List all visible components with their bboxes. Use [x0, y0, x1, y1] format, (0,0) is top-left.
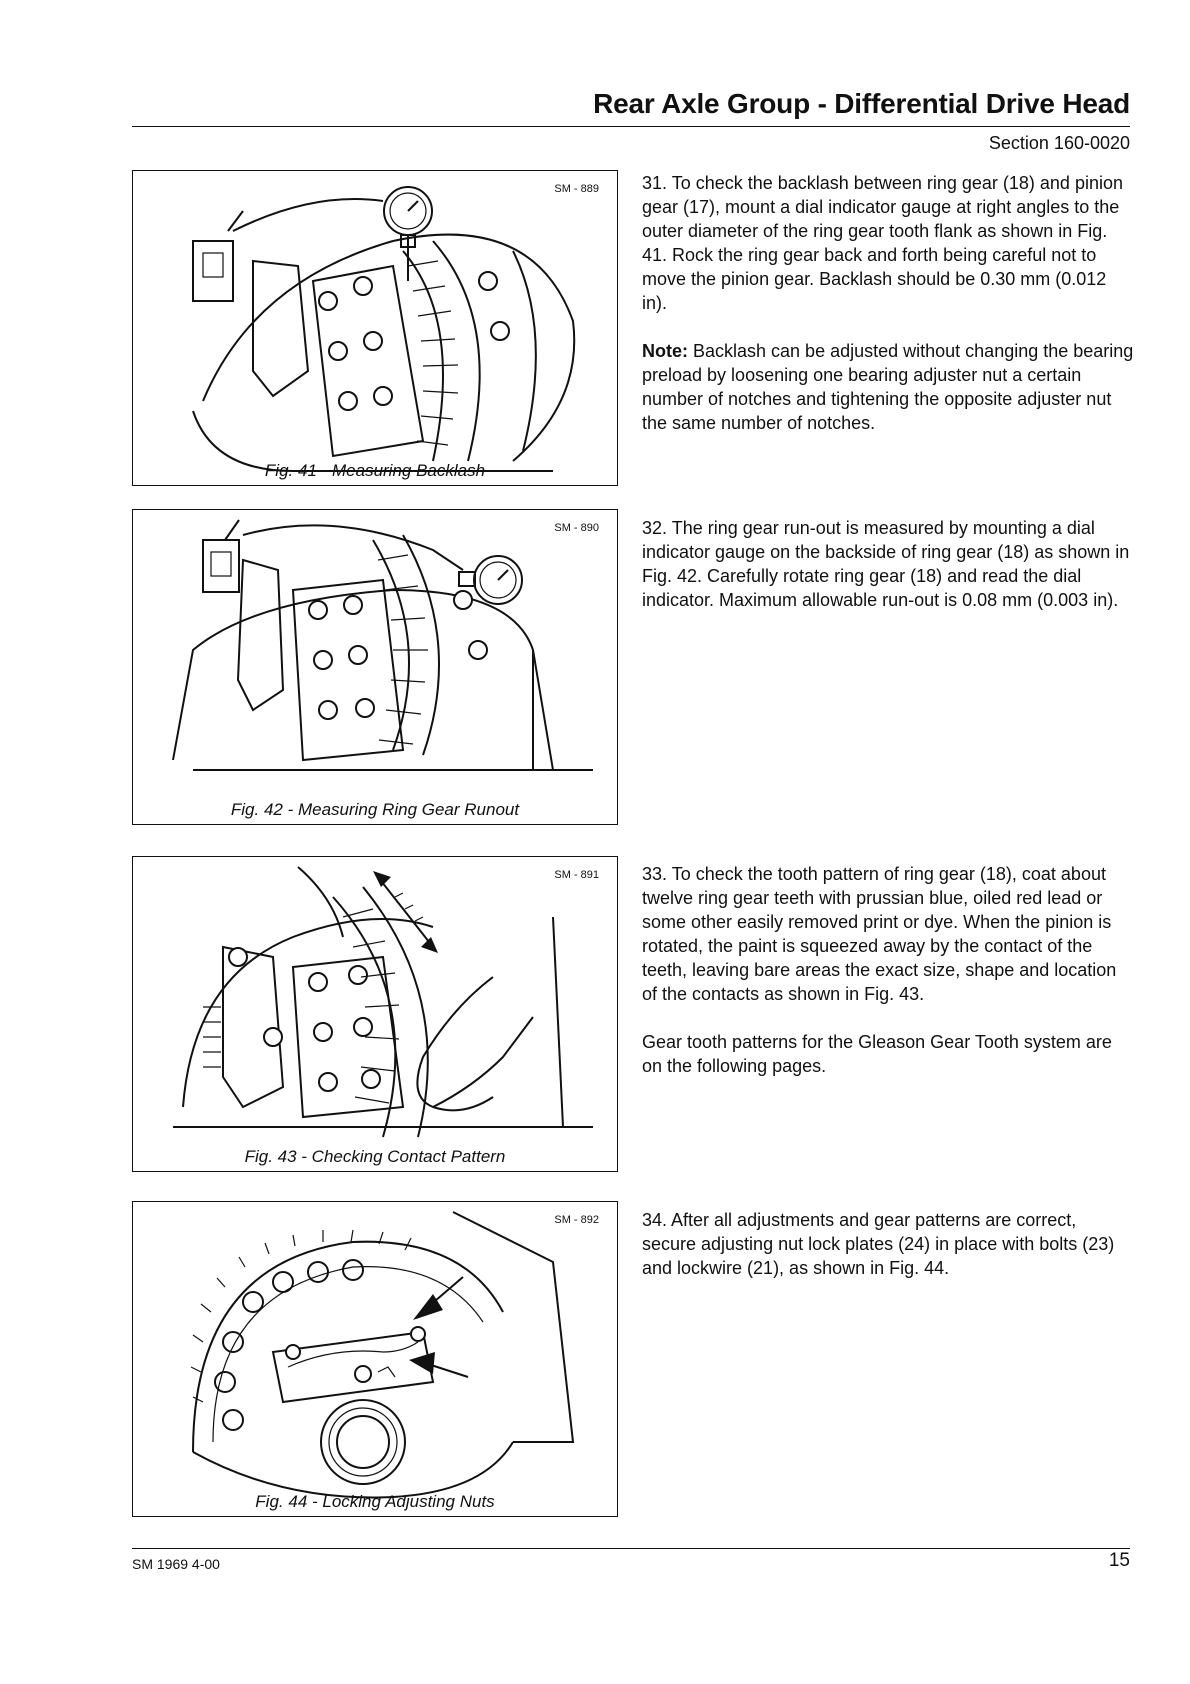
figure-41: [132, 170, 618, 486]
step-paragraph: 32. The ring gear run-out is measured by mounting a dial indicator gauge on the backside of ring gear (18) as shown in Fig. 42. Carefully rotate ring gear (18) and read the dial indicator. Maximum allowable run-out is 0.08 mm (0.003 in).: [642, 518, 1130, 610]
step-paragraph: 34. After all adjustments and gear patterns are correct, secure adjusting nut lock plates (24) in place with bolts (23) and lockwire (21), as shown in Fig. 44.: [642, 1210, 1115, 1278]
document-code: SM 1969 4-00: [132, 1556, 220, 1572]
note-text: Backlash can be adjusted without changing the bearing preload by loosening one bearing adjuster nut a certain number of notches and tightening the opposite adjuster nut the same number of notches.: [642, 341, 1134, 433]
backlash-illustration: [133, 171, 618, 486]
note-paragraph: [642, 339, 1134, 435]
step-paragraph-extra: Gear tooth patterns for the Gleason Gear Tooth system are on the following pages.: [642, 1032, 1112, 1076]
figure-code: SM - 889: [554, 183, 599, 195]
figure-code: SM - 892: [554, 1214, 599, 1226]
page-number: 15: [1108, 1550, 1130, 1571]
step-34-text: [642, 1208, 1134, 1304]
figure-code: SM - 890: [554, 522, 599, 534]
figure-caption: Fig. 43 - Checking Contact Pattern: [244, 1147, 506, 1166]
figure-caption: Fig. 41 - Measuring Backlash: [264, 461, 486, 480]
figure-44: [132, 1201, 618, 1517]
header-divider: [132, 126, 1130, 127]
step-32-text: [642, 516, 1134, 636]
section-number: Section 160-0020: [988, 133, 1130, 153]
step-paragraph: 33. To check the tooth pattern of ring gear (18), coat about twelve ring gear teeth with prussian blue, oiled red lead or some other easily removed print or dye. When the pinion is rotated, the paint is squeezed away by the contact of the teeth, leaving bare areas the exact size, shape and location of the contacts as shown in Fig. 43.: [642, 864, 1117, 1004]
figure-43: [132, 856, 618, 1172]
runout-illustration: [133, 510, 618, 825]
step-31-text: [642, 171, 1134, 459]
locking-nuts-illustration: [133, 1202, 618, 1517]
figure-caption: Fig. 44 - Locking Adjusting Nuts: [255, 1492, 495, 1511]
figure-42: [132, 509, 618, 825]
page-title: Rear Axle Group - Differential Drive Head: [593, 88, 1130, 119]
footer-divider: [132, 1548, 1130, 1549]
step-33-text: [642, 862, 1134, 1102]
step-paragraph: 31. To check the backlash between ring gear (18) and pinion gear (17), mount a dial indicator gauge at right angles to the outer diameter of the ring gear tooth flank as shown in Fig. 41. Rock the ring gear back and forth being careful not to move the pinion gear. Backlash should be 0.30 mm (0.012 in).: [642, 173, 1123, 313]
figure-caption: Fig. 42 - Measuring Ring Gear Runout: [230, 800, 520, 819]
note-label: Note:: [642, 341, 688, 361]
contact-pattern-illustration: [133, 857, 618, 1172]
figure-code: SM - 891: [554, 869, 599, 881]
